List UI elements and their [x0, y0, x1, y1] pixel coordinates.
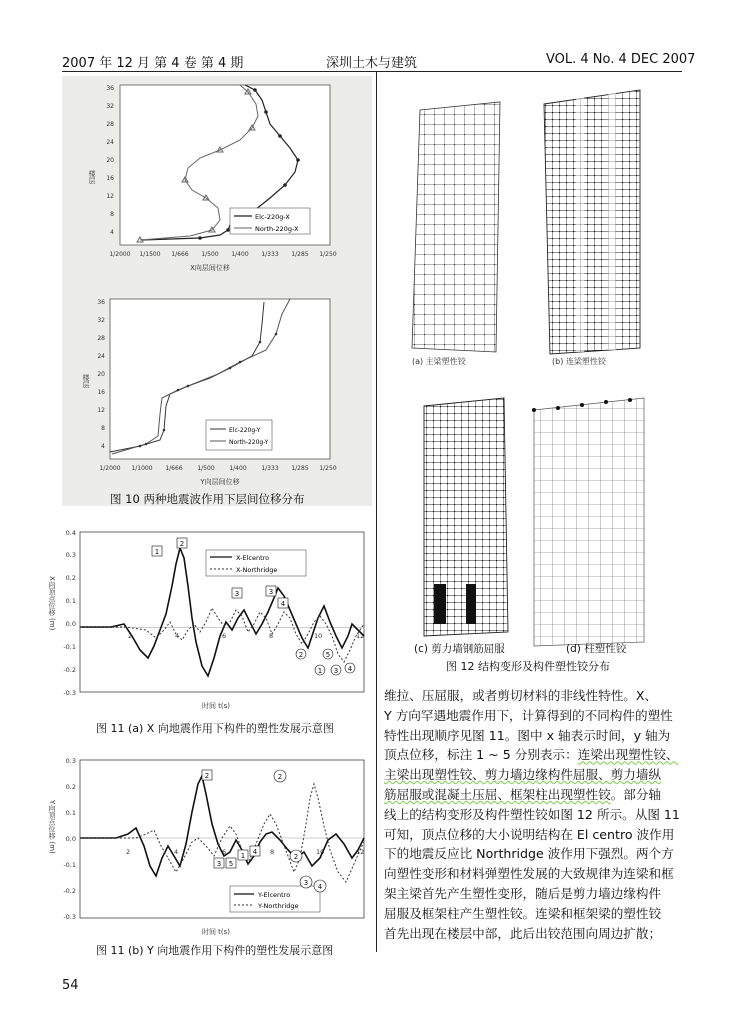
y-axis-label: 楼层	[82, 374, 90, 388]
xtick: 4	[174, 848, 179, 856]
body-line: 向塑性变形和材料弹塑性发展的大致规律为连梁和框	[384, 866, 674, 882]
frame-a-beam-hinges	[412, 102, 500, 352]
body-span: 顶点位移，标注 1 ~ 5 分别表示：	[384, 747, 578, 763]
ytick: 16	[97, 389, 105, 396]
legend-label: Y-Northridge	[258, 902, 299, 910]
ytick: 0.1	[65, 597, 76, 605]
xtick: 1/2000	[99, 465, 121, 472]
ytick: 8	[101, 425, 105, 432]
xtick: 1/500	[201, 251, 219, 258]
xtick: 1/285	[291, 465, 309, 472]
ytick: -0.1	[63, 643, 76, 651]
figure-11b-caption: 图 11 (b) Y 向地震作用下构件的塑性发展示意图	[96, 944, 334, 957]
ytick: 4	[101, 443, 105, 450]
x-axis-label: 时间 t(s)	[201, 928, 231, 936]
body-line: 线上的结构变形及构件塑性铰如图 12 所示。从图 11	[384, 806, 680, 822]
body-line	[384, 745, 684, 765]
body-line: Y 方向罕遇地震作用下，计算得到的不同构件的塑性	[384, 707, 673, 723]
y-axis-label: X向顶点位移 (m)	[48, 576, 56, 631]
subfigure-a-label: (a) 主梁塑性铰	[412, 357, 466, 366]
body-line	[384, 785, 684, 805]
ytick: 4	[110, 229, 114, 236]
body-line: 架主梁首先产生塑性变形，随后是剪力墙边缘构件	[384, 885, 662, 901]
xtick: 1/2000	[109, 251, 131, 258]
ytick: 0.4	[65, 529, 76, 537]
xtick: 12	[356, 632, 365, 640]
marker-label: 3	[268, 588, 274, 596]
xtick: 6	[222, 632, 227, 640]
page-number: 54	[62, 978, 79, 993]
xtick: 1/1500	[139, 251, 161, 258]
body-line: 维拉、压屈服，或者剪切材料的非线性特性。X、	[384, 688, 658, 703]
xtick: 4	[175, 632, 180, 640]
marker-label: 3	[216, 860, 222, 868]
xtick: 1/285	[291, 251, 309, 258]
figure-10-bottom-chart	[80, 294, 340, 494]
highlighted-span: 筋屈服或混凝土压屈、框架柱出现塑性铰	[384, 786, 611, 802]
xtick: 8	[269, 632, 274, 640]
ytick: 0.0	[65, 835, 76, 843]
xtick: 10	[314, 632, 323, 640]
marker-label: 1	[317, 667, 323, 675]
column-divider	[376, 72, 377, 952]
body-span: 。部分轴	[610, 786, 662, 802]
ytick: 20	[97, 371, 105, 378]
ytick: 0.2	[65, 783, 76, 791]
highlighted-span: 连梁出现塑性铰、	[577, 747, 679, 763]
xtick: 2	[128, 632, 133, 640]
highlighted-line: 主梁出现塑性铰、剪力墙边缘构件屈服、剪力墙纵	[384, 767, 662, 783]
marker-label: 2	[179, 540, 185, 548]
ytick: 28	[106, 121, 114, 128]
marker-label: 3	[303, 879, 309, 887]
legend-label: X-Northridge	[236, 566, 278, 574]
subfigure-b-label: (b) 连梁塑性铰	[552, 357, 606, 366]
marker-label: 1	[154, 548, 160, 556]
ytick: 16	[106, 175, 114, 182]
figure-11a-caption: 图 11 (a) X 向地震作用下构件的塑性发展示意图	[96, 722, 334, 735]
marker-label: 3	[333, 667, 339, 675]
running-header-date: 2007 年 12 月 第 4 卷 第 4 期	[62, 56, 244, 71]
figure-10-top-chart	[80, 80, 340, 280]
ytick: -0.2	[63, 666, 76, 674]
body-line: 下的地震反应比 Northridge 波作用下强烈。两个方	[384, 846, 674, 862]
marker-label: 5	[325, 651, 331, 659]
ytick: 28	[97, 335, 105, 342]
marker-label: 2	[277, 773, 283, 781]
xtick: 1/333	[261, 251, 279, 258]
subfigure-d-label: (d) 柱塑性铰	[566, 643, 627, 655]
xtick: 1/1000	[131, 465, 153, 472]
xtick: 1/666	[171, 251, 189, 258]
body-text	[384, 686, 684, 943]
marker-label: 2	[293, 853, 299, 861]
subfigure-c-label: (c) 剪力墙钢筋屈服	[414, 643, 505, 655]
xtick: 8	[270, 848, 275, 856]
marker-label: 2	[204, 772, 210, 780]
marker-label: 4	[317, 883, 323, 891]
frame-c-shear-wall-yield	[424, 398, 508, 636]
ytick: 32	[97, 317, 105, 324]
body-line: 屈服及框架柱产生塑性铰。连梁和框架梁的塑性铰	[384, 905, 662, 921]
marker-label: 5	[228, 860, 234, 868]
ytick: -0.3	[63, 913, 76, 921]
ytick: 12	[97, 407, 105, 414]
x-axis-label: X向层间位移	[190, 264, 230, 272]
ytick: 20	[106, 157, 114, 164]
body-line: 首先出现在楼层中部，此后出铰范围向周边扩散；	[384, 925, 662, 941]
body-line: 特性出现顺序见图 11。图中 x 轴表示时间，y 轴为	[384, 727, 671, 743]
ytick: 32	[106, 103, 114, 110]
y-axis-label: 楼层	[88, 170, 96, 184]
ytick: 0.1	[65, 809, 76, 817]
x-axis-label: Y向层间位移	[200, 478, 240, 486]
ytick: 24	[97, 353, 105, 360]
legend-label: Y-Elcentro	[258, 891, 291, 899]
ytick: 0.3	[65, 757, 76, 765]
xtick: 1/500	[197, 465, 215, 472]
ytick: 36	[106, 85, 114, 92]
body-line: 可知，顶点位移的大小说明结构在 El centro 波作用	[384, 826, 675, 842]
header-rule	[62, 71, 682, 72]
ytick: 12	[106, 193, 114, 200]
ytick: 0.3	[65, 551, 76, 559]
ytick: -0.3	[63, 689, 76, 697]
xtick: 10	[316, 848, 325, 856]
marker-label: 4	[280, 600, 286, 608]
y-axis-label: Y向顶点位移 (m)	[48, 800, 56, 854]
legend-label: North-220g-Y	[229, 439, 269, 446]
ytick: 0.0	[65, 620, 76, 628]
marker-label: 4	[347, 665, 353, 673]
xtick: 1/400	[231, 251, 249, 258]
legend-label: North-220g-X	[255, 225, 299, 233]
xtick: 2	[126, 848, 131, 856]
ytick: 24	[106, 139, 114, 146]
legend-label: Elc-220g-Y	[229, 427, 261, 434]
xtick: 1/666	[165, 465, 183, 472]
xtick: 1/250	[319, 251, 337, 258]
xtick: 1/333	[261, 465, 279, 472]
legend-label: X-Elcentro	[236, 554, 270, 562]
x-axis-label: 时间 t(s)	[201, 702, 231, 710]
xtick: 1/400	[229, 465, 247, 472]
marker-label: 3	[234, 590, 240, 598]
running-header-volume: VOL. 4 No. 4 DEC 2007	[546, 52, 696, 67]
marker-label: 4	[252, 848, 258, 856]
running-header-journal: 深圳土木与建筑	[326, 56, 418, 71]
ytick: 8	[110, 211, 114, 218]
frame-b-coupling-beam-hinges	[544, 90, 640, 354]
ytick: -0.1	[63, 861, 76, 869]
figure-12-frames	[384, 84, 682, 674]
figure-12-caption: 图 12 结构变形及构件塑性铰分布	[446, 660, 610, 673]
marker-label: 1	[240, 852, 246, 860]
xtick: 1/250	[319, 465, 337, 472]
figure-11b-chart	[48, 754, 370, 938]
ytick: 0.2	[65, 574, 76, 582]
marker-label: 2	[298, 651, 304, 659]
ytick: 36	[97, 299, 105, 306]
figure-11a-chart	[48, 526, 370, 714]
figure-10-caption: 图 10 两种地震波作用下层间位移分布	[110, 492, 305, 506]
legend-label: Elc-220g-X	[255, 213, 290, 221]
frame-d-column-hinges	[532, 398, 644, 646]
xtick: 6	[222, 848, 227, 856]
ytick: -0.2	[63, 887, 76, 895]
xtick: 12	[356, 848, 365, 856]
